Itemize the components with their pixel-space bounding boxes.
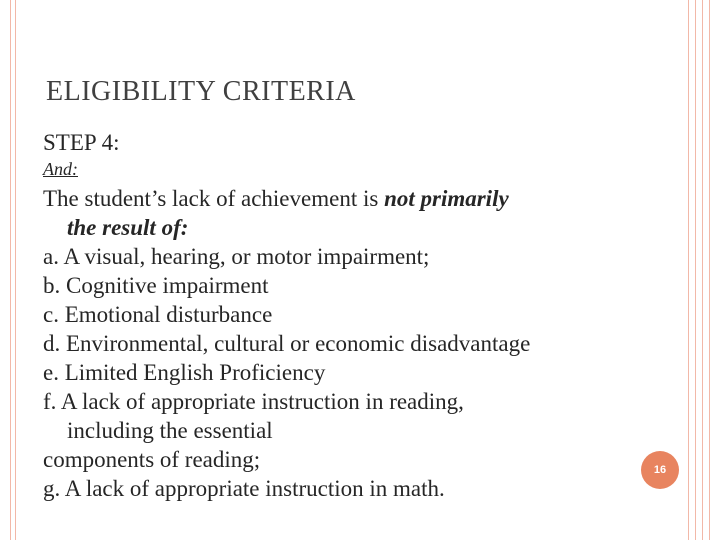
criteria-item-e: e. Limited English Proficiency bbox=[43, 360, 326, 385]
criteria-item-f-continuation-2: components of reading; bbox=[43, 447, 261, 472]
criteria-item-g: g. A lack of appropriate instruction in math. bbox=[43, 476, 445, 501]
intro-line bbox=[43, 184, 683, 213]
intro-emphasis-continuation: the result of: bbox=[67, 215, 189, 240]
intro-emphasis-text: not primarily bbox=[384, 186, 509, 211]
slide-title: ELIGIBILITY CRITERIA bbox=[46, 76, 356, 107]
criteria-item-c: c. Emotional disturbance bbox=[43, 302, 273, 327]
right-decorative-frame bbox=[688, 0, 710, 540]
criteria-item-f-continuation: including the essential bbox=[67, 418, 273, 443]
criteria-item-a: a. A visual, hearing, or motor impairment; bbox=[43, 244, 430, 269]
page-number-badge: 16 bbox=[641, 451, 679, 489]
criteria-text bbox=[43, 184, 683, 503]
slide-body bbox=[43, 128, 683, 503]
intro-plain-text: The student’s lack of achievement is bbox=[43, 186, 385, 211]
criteria-item-d: d. Environmental, cultural or economic disadvantage bbox=[43, 331, 531, 356]
step-label: STEP 4: bbox=[43, 130, 120, 155]
criteria-item-b: b. Cognitive impairment bbox=[43, 273, 269, 298]
and-label: And: bbox=[43, 159, 78, 179]
left-decorative-frame bbox=[10, 0, 16, 540]
right-decorative-frame-inner bbox=[695, 0, 703, 540]
criteria-item-f: f. A lack of appropriate instruction in reading, bbox=[43, 389, 464, 414]
